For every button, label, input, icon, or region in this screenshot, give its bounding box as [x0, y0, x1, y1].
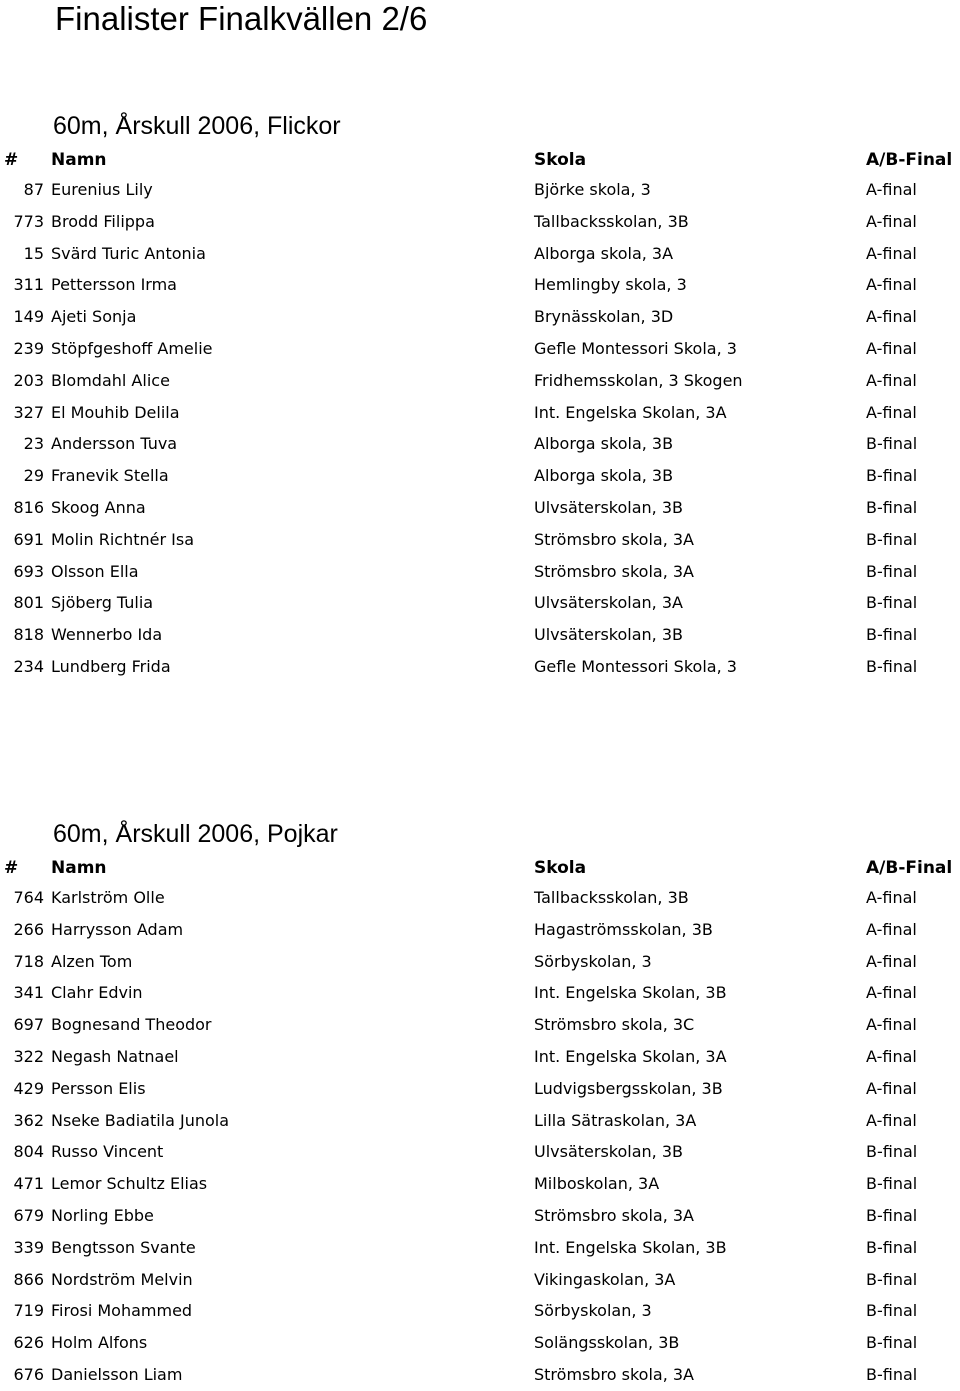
start-number: 362 [13, 1110, 44, 1130]
result-row [0, 269, 960, 301]
final-type: B-final [866, 625, 918, 645]
athlete-name: Olsson Ella [51, 561, 139, 581]
athlete-name: Franevik Stella [51, 466, 169, 486]
start-number: 311 [13, 275, 44, 295]
result-row [0, 365, 960, 397]
athlete-name: Molin Richtnér Isa [51, 529, 194, 549]
school-name: Int. Engelska Skolan, 3A [534, 402, 727, 422]
athlete-name: El Mouhib Delila [51, 402, 180, 422]
athlete-name: Pettersson Irma [51, 275, 177, 295]
start-number: 203 [13, 370, 44, 390]
school-name: Sörbyskolan, 3 [534, 1301, 652, 1321]
start-number: 29 [23, 466, 44, 486]
result-row [0, 1041, 960, 1073]
column-header-school: Skola [534, 858, 587, 878]
final-type: A-final [866, 275, 917, 295]
school-name: Tallbacksskolan, 3B [534, 888, 689, 907]
final-type: B-final [866, 1174, 918, 1194]
result-row [0, 1327, 960, 1359]
final-type: B-final [866, 529, 918, 549]
final-type: B-final [866, 593, 918, 613]
result-row [0, 1168, 960, 1200]
school-name: Int. Engelska Skolan, 3A [534, 1046, 727, 1066]
athlete-name: Ajeti Sonja [51, 307, 137, 327]
result-row [0, 174, 960, 206]
results-list [0, 174, 960, 683]
school-name: Alborga skola, 3B [534, 466, 674, 486]
final-type: B-final [866, 561, 918, 581]
result-row [0, 977, 960, 1009]
result-row [0, 1200, 960, 1232]
athlete-name: Nseke Badiatila Junola [51, 1110, 230, 1130]
result-row [0, 587, 960, 619]
school-name: Ulvsäterskolan, 3B [534, 625, 683, 645]
start-number: 239 [13, 338, 44, 358]
start-number: 679 [13, 1205, 44, 1225]
athlete-name: Russo Vincent [51, 1142, 164, 1162]
final-type: A-final [866, 307, 917, 327]
athlete-name: Svärd Turic Antonia [51, 243, 206, 263]
athlete-name: Persson Elis [51, 1078, 146, 1098]
start-number: 676 [13, 1364, 44, 1384]
school-name: Alborga skola, 3A [534, 243, 674, 263]
start-number: 327 [13, 402, 44, 422]
result-row [0, 651, 960, 683]
athlete-name: Bengtsson Svante [51, 1237, 196, 1257]
final-type: A-final [866, 983, 917, 1003]
athlete-name: Lemor Schultz Elias [51, 1174, 208, 1194]
final-type: A-final [866, 1078, 917, 1098]
athlete-name: Sjöberg Tulia [51, 593, 154, 613]
final-type: B-final [866, 1237, 918, 1257]
page-title: Finalister Finalkvällen 2/6 [55, 0, 428, 37]
column-header-row [0, 860, 960, 882]
result-row [0, 524, 960, 556]
column-header-row [0, 152, 960, 174]
result-row [0, 1105, 960, 1137]
result-row [0, 1295, 960, 1327]
results-list [0, 882, 960, 1391]
school-name: Fridhemsskolan, 3 Skogen [534, 370, 743, 390]
result-row [0, 428, 960, 460]
result-row [0, 946, 960, 978]
athlete-name: Brodd Filippa [51, 211, 155, 231]
school-name: Lilla Sätraskolan, 3A [534, 1110, 697, 1130]
final-type: A-final [866, 211, 917, 231]
final-type: A-final [866, 180, 917, 199]
school-name: Ludvigsbergsskolan, 3B [534, 1078, 723, 1098]
final-type: B-final [866, 1364, 918, 1384]
school-name: Strömsbro skola, 3A [534, 1205, 694, 1225]
result-row [0, 1073, 960, 1105]
athlete-name: Blomdahl Alice [51, 370, 170, 390]
start-number: 234 [13, 656, 44, 676]
athlete-name: Alzen Tom [51, 951, 133, 971]
start-number: 339 [13, 1237, 44, 1257]
final-type: A-final [866, 402, 917, 422]
school-name: Gefle Montessori Skola, 3 [534, 656, 737, 676]
start-number: 818 [13, 625, 44, 645]
school-name: Ulvsäterskolan, 3A [534, 593, 683, 613]
final-type: A-final [866, 1046, 917, 1066]
column-header-name: Namn [51, 858, 107, 878]
start-number: 816 [13, 497, 44, 517]
school-name: Alborga skola, 3B [534, 434, 674, 454]
results-section-boys [0, 812, 960, 1391]
final-type: A-final [866, 338, 917, 358]
school-name: Int. Engelska Skolan, 3B [534, 1237, 727, 1257]
athlete-name: Andersson Tuva [51, 434, 178, 454]
start-number: 691 [13, 529, 44, 549]
result-row [0, 882, 960, 914]
final-type: B-final [866, 497, 918, 517]
school-name: Hemlingby skola, 3 [534, 275, 687, 295]
final-type: B-final [866, 466, 918, 486]
final-type: B-final [866, 434, 918, 454]
section-title: 60m, Årskull 2006, Pojkar [53, 820, 338, 848]
start-number: 866 [13, 1269, 44, 1289]
school-name: Strömsbro skola, 3A [534, 561, 694, 581]
school-name: Ulvsäterskolan, 3B [534, 1142, 683, 1162]
school-name: Hagaströmsskolan, 3B [534, 919, 713, 939]
start-number: 341 [13, 983, 44, 1003]
result-row [0, 1009, 960, 1041]
final-type: A-final [866, 888, 917, 907]
result-row [0, 206, 960, 238]
result-row [0, 1264, 960, 1296]
start-number: 15 [23, 243, 44, 263]
school-name: Gefle Montessori Skola, 3 [534, 338, 737, 358]
athlete-name: Wennerbo Ida [51, 625, 163, 645]
final-type: B-final [866, 1333, 918, 1353]
school-name: Strömsbro skola, 3C [534, 1015, 695, 1035]
result-row [0, 1359, 960, 1391]
school-name: Sörbyskolan, 3 [534, 951, 652, 971]
start-number: 471 [13, 1174, 44, 1194]
start-number: 764 [13, 888, 44, 907]
school-name: Tallbacksskolan, 3B [534, 211, 689, 231]
result-row [0, 460, 960, 492]
column-header-name: Namn [51, 150, 107, 170]
school-name: Strömsbro skola, 3A [534, 1364, 694, 1384]
result-row [0, 1232, 960, 1264]
final-type: B-final [866, 1301, 918, 1321]
athlete-name: Skoog Anna [51, 497, 146, 517]
final-type: B-final [866, 1205, 918, 1225]
athlete-name: Danielsson Liam [51, 1364, 183, 1384]
start-number: 322 [13, 1046, 44, 1066]
result-row [0, 1136, 960, 1168]
school-name: Milboskolan, 3A [534, 1174, 660, 1194]
result-row [0, 914, 960, 946]
start-number: 149 [13, 307, 44, 327]
results-section-girls [0, 104, 960, 683]
start-number: 719 [13, 1301, 44, 1321]
start-number: 804 [13, 1142, 44, 1162]
start-number: 266 [13, 919, 44, 939]
athlete-name: Eurenius Lily [51, 180, 153, 199]
start-number: 693 [13, 561, 44, 581]
school-name: Solängsskolan, 3B [534, 1333, 680, 1353]
start-number: 697 [13, 1015, 44, 1035]
result-row [0, 238, 960, 270]
final-type: A-final [866, 243, 917, 263]
school-name: Strömsbro skola, 3A [534, 529, 694, 549]
start-number: 773 [13, 211, 44, 231]
athlete-name: Norling Ebbe [51, 1205, 154, 1225]
start-number: 718 [13, 951, 44, 971]
start-number: 801 [13, 593, 44, 613]
athlete-name: Harrysson Adam [51, 919, 184, 939]
final-type: A-final [866, 370, 917, 390]
section-title: 60m, Årskull 2006, Flickor [53, 112, 341, 140]
athlete-name: Karlström Olle [51, 888, 165, 907]
column-header-final: A/B-Final [866, 858, 953, 878]
result-row [0, 397, 960, 429]
column-header-number: # [4, 858, 19, 878]
school-name: Int. Engelska Skolan, 3B [534, 983, 727, 1003]
column-header-number: # [4, 150, 19, 170]
athlete-name: Bognesand Theodor [51, 1015, 212, 1035]
start-number: 23 [23, 434, 44, 454]
athlete-name: Holm Alfons [51, 1333, 148, 1353]
athlete-name: Nordström Melvin [51, 1269, 193, 1289]
start-number: 87 [23, 180, 44, 199]
result-row [0, 333, 960, 365]
final-type: A-final [866, 919, 917, 939]
athlete-name: Stöpfgeshoff Amelie [51, 338, 213, 358]
school-name: Ulvsäterskolan, 3B [534, 497, 683, 517]
final-type: B-final [866, 1269, 918, 1289]
start-number: 626 [13, 1333, 44, 1353]
final-type: A-final [866, 1110, 917, 1130]
final-type: B-final [866, 1142, 918, 1162]
final-type: B-final [866, 656, 918, 676]
final-type: A-final [866, 951, 917, 971]
column-header-final: A/B-Final [866, 150, 953, 170]
result-row [0, 556, 960, 588]
result-row [0, 619, 960, 651]
athlete-name: Firosi Mohammed [51, 1301, 193, 1321]
athlete-name: Clahr Edvin [51, 983, 143, 1003]
result-row [0, 492, 960, 524]
start-number: 429 [13, 1078, 44, 1098]
school-name: Björke skola, 3 [534, 180, 651, 199]
final-type: A-final [866, 1015, 917, 1035]
column-header-school: Skola [534, 150, 587, 170]
school-name: Vikingaskolan, 3A [534, 1269, 676, 1289]
athlete-name: Lundberg Frida [51, 656, 171, 676]
school-name: Brynässkolan, 3D [534, 307, 674, 327]
result-row [0, 301, 960, 333]
athlete-name: Negash Natnael [51, 1046, 179, 1066]
